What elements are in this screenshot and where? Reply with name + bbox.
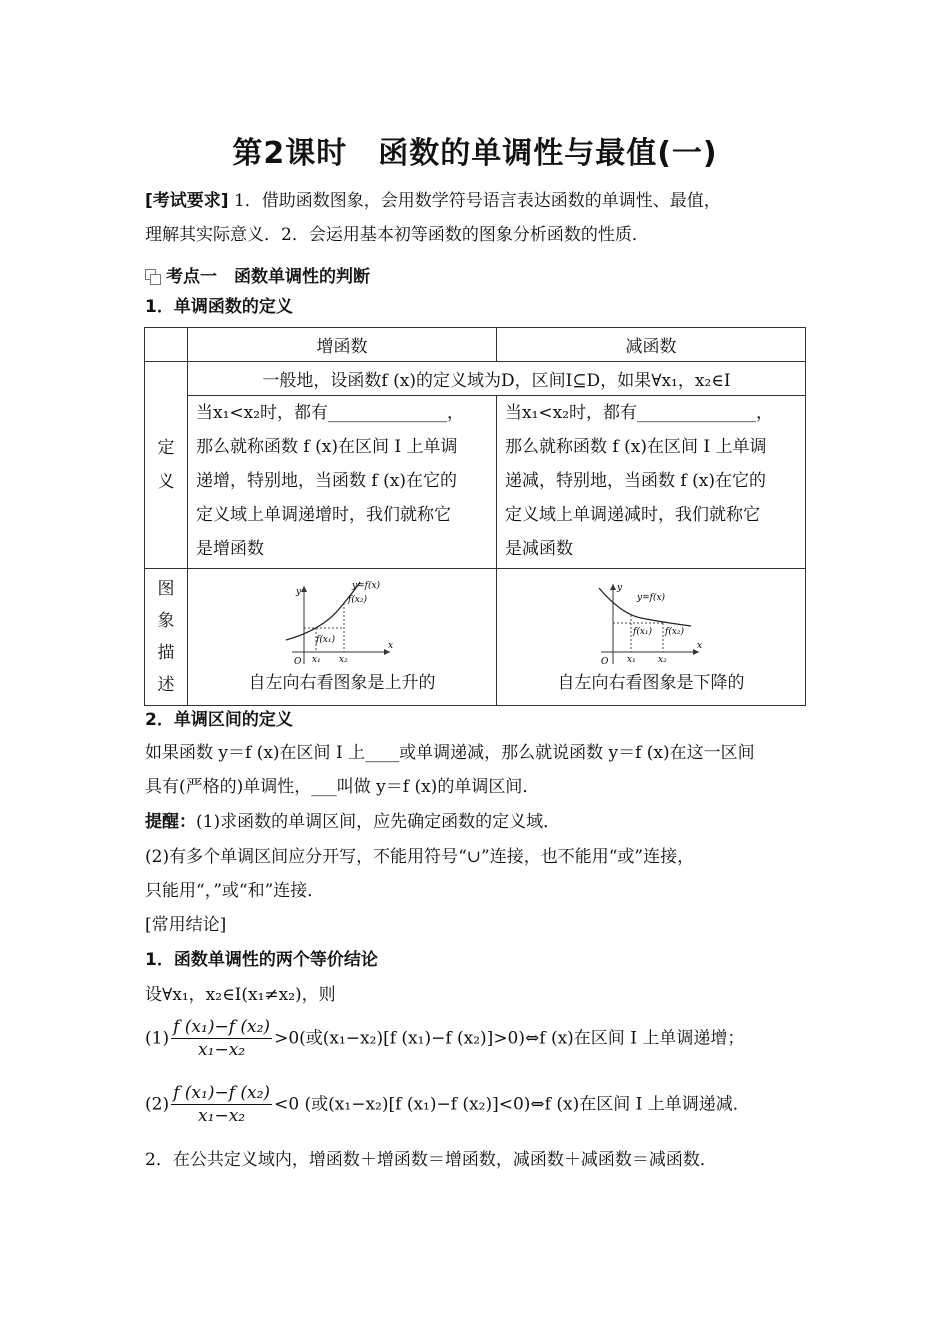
dec-def-line: 定义域上单调递减时，我们就称它 <box>505 505 760 525</box>
dec-graph-cell <box>497 569 806 706</box>
inc-label-o: O <box>294 657 302 666</box>
requirements-line1 <box>145 189 721 213</box>
row-label-graph: 图象描述 <box>145 569 188 706</box>
graph-row <box>145 569 806 706</box>
reminder-line3: 只能用“，”或“和”连接． <box>145 881 325 901</box>
dec-def-line: 当x₁<x₂时，都有______________， <box>505 403 774 423</box>
subheading-1: 1．单调函数的定义 <box>145 297 293 317</box>
inc-def-line: 是增函数 <box>196 539 264 559</box>
inc-caption: 自左向右看图象是上升的 <box>248 673 436 693</box>
col-decreasing: 减函数 <box>497 328 806 362</box>
eq1-denominator: x₁−x₂ <box>198 1040 246 1060</box>
common-def-row <box>145 362 806 396</box>
inc-def-line: 定义域上单调递增时，我们就称它 <box>196 505 451 525</box>
reminder-text1: (1)求函数的单调区间，应先确定函数的定义域． <box>196 812 561 832</box>
section-icon <box>145 269 160 284</box>
dec-def-line: 是减函数 <box>505 539 573 559</box>
reminder-line1 <box>145 810 560 834</box>
inc-def-line: 递增，特别地，当函数 f (x)在它的 <box>196 471 457 491</box>
conclusion-intro: 设∀x₁，x₂∈I(x₁≠x₂)，则 <box>145 985 336 1005</box>
dec-def-line: 那么就称函数 f (x)在区间 I 上单调 <box>505 437 767 457</box>
decreasing-function-graph <box>591 578 711 666</box>
eq1-numerator: f (x₁)−f (x₂) <box>173 1017 271 1037</box>
row-label-definition: 定义 <box>145 362 188 569</box>
table-corner <box>145 328 188 362</box>
inc-graph-cell <box>188 569 497 706</box>
requirements-label: [考试要求] <box>145 191 229 211</box>
dec-label-x1: x₁ <box>627 655 636 665</box>
page-title: 第2课时 函数的单调性与最值(一) <box>232 136 718 171</box>
inc-def-line: 当x₁<x₂时，都有______________， <box>196 403 465 423</box>
dec-label-o: O <box>601 657 609 666</box>
inc-definition <box>188 396 497 569</box>
equation-2 <box>145 1082 750 1127</box>
section-heading <box>145 262 370 287</box>
inc-label-x: x <box>388 641 394 651</box>
conclusion-heading: [常用结论] <box>145 915 227 935</box>
table-header-row <box>145 328 806 362</box>
inc-label-y: y <box>296 587 302 597</box>
requirements-line2: 理解其实际意义．2．会运用基本初等函数的图象分析函数的性质． <box>145 225 649 245</box>
dec-label-x: x <box>697 641 703 651</box>
dec-label-fx: y=f(x) <box>637 593 666 603</box>
section-title: 考点一 函数单调性的判断 <box>166 267 370 287</box>
inc-def-line: 那么就称函数 f (x)在区间 I 上单调 <box>196 437 458 457</box>
eq1-rest: >0(或(x₁−x₂)[f (x₁)−f (x₂)]>0)⇔f (x)在区间 I 上单调递增； <box>274 1028 745 1049</box>
col-increasing: 增函数 <box>188 328 497 362</box>
conclusion1-title: 1．函数单调性的两个等价结论 <box>145 950 378 970</box>
reminder-label: 提醒： <box>145 812 196 832</box>
eq2-fraction <box>171 1082 272 1127</box>
inc-label-fx: y=f(x) <box>352 581 381 591</box>
eq1-prefix: (1) <box>145 1028 170 1049</box>
dec-def-line: 递减，特别地，当函数 f (x)在它的 <box>505 471 766 491</box>
inc-label-fx2: f(x₂) <box>348 595 368 605</box>
interval-line1: 如果函数 y＝f (x)在区间 I 上____或单调递减，那么就说函数 y＝f (x)在这一区间 <box>145 743 755 763</box>
eq2-numerator: f (x₁)−f (x₂) <box>173 1083 271 1103</box>
dec-label-fx2: f(x₂) <box>665 627 685 637</box>
dec-caption: 自左向右看图象是下降的 <box>557 673 745 693</box>
reminder-line2: (2)有多个单调区间应分开写，不能用符号“∪”连接，也不能用“或”连接， <box>145 847 695 867</box>
eq2-prefix: (2) <box>145 1094 170 1115</box>
dec-label-fx1: f(x₁) <box>633 627 653 637</box>
dec-definition <box>497 396 806 569</box>
inc-label-x1: x₁ <box>312 655 321 665</box>
dec-label-x2: x₂ <box>658 655 667 665</box>
interval-line2: 具有(严格的)单调性，___叫做 y＝f (x)的单调区间． <box>145 777 540 797</box>
definition-table <box>144 327 806 706</box>
common-definition: 一般地，设函数f (x)的定义域为D，区间I⊆D，如果∀x₁，x₂∈I <box>188 362 806 396</box>
subheading-2: 2．单调区间的定义 <box>145 710 293 730</box>
eq2-rest: <0 (或(x₁−x₂)[f (x₁)−f (x₂)]<0)⇔f (x)在区间 I 上单调递减． <box>274 1094 750 1115</box>
dec-label-y: y <box>617 583 623 593</box>
conclusion2: 2．在公共定义域内，增函数＋增函数＝增函数，减函数＋减函数＝减函数． <box>145 1150 717 1170</box>
requirements-text1: 1．借助函数图象，会用数学符号语言表达函数的单调性、最值， <box>233 191 721 211</box>
increasing-function-graph <box>282 578 402 666</box>
inc-label-x2: x₂ <box>339 655 348 665</box>
inc-label-fx1: f(x₁) <box>316 635 336 645</box>
eq2-denominator: x₁−x₂ <box>198 1106 246 1126</box>
equation-1 <box>145 1016 744 1061</box>
definition-text-row <box>145 396 806 569</box>
eq1-fraction <box>171 1016 272 1061</box>
